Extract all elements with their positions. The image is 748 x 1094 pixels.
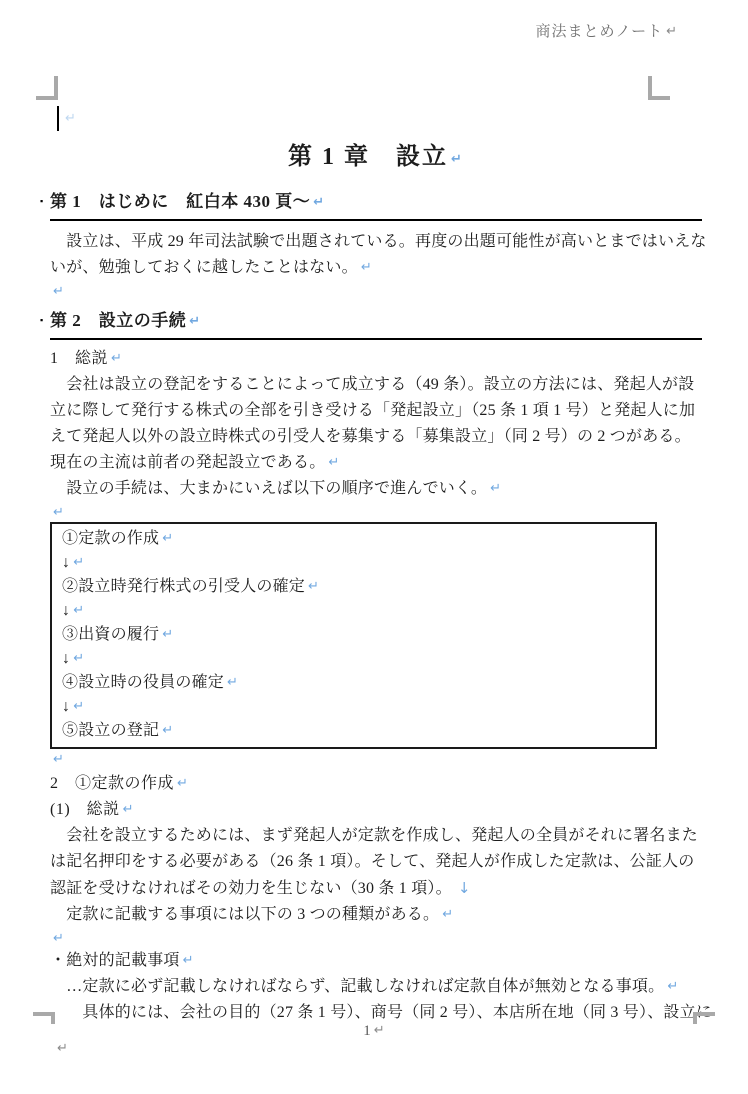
paragraph-mark-icon: ↵: [73, 651, 85, 666]
body-line: 会社は設立の登記をすることによって成立する（49 条）。設立の方法には、発起人が設: [50, 376, 695, 393]
body-line: …定款に必ず記載しなければならず、記載しなければ定款自体が無効となる事項。 ↵: [50, 978, 679, 995]
sub-heading-overview: 1 総説 ↵: [50, 350, 123, 367]
paragraph-mark-icon: ↵: [111, 351, 123, 366]
heading-bullet-icon: ▪: [40, 315, 44, 325]
paragraph-mark-icon: ↵: [373, 1023, 385, 1038]
flow-box-line: ③出資の履行 ↵: [62, 626, 174, 643]
empty-line: [50, 749, 702, 771]
text-cursor-caret: [57, 106, 59, 131]
paragraph-mark-icon: ↵: [227, 675, 239, 690]
paragraph-mark-icon: ↵: [177, 776, 189, 791]
header-text: 商法まとめノート: [535, 24, 664, 40]
body-line: いが、勉強しておくに越したことはない。 ↵: [50, 259, 372, 276]
paragraph-mark-icon: ↵: [57, 1041, 68, 1056]
body-line: 認証を受けなければその効力を生じない（30 条 1 項）。 ↓: [50, 879, 471, 897]
paragraph-mark-icon: ↵: [65, 111, 76, 126]
flow-box-arrow: ↓ ↵: [62, 698, 85, 715]
line-break-mark-icon: ↓: [457, 879, 471, 897]
paragraph-mark-icon: ↵: [162, 627, 174, 642]
paragraph-mark-icon: ↵: [442, 907, 454, 922]
body-line: 設立は、平成 29 年司法試験で出題されている。再度の出題可能性が高いとまではいえな: [50, 233, 707, 250]
body-line: 立に際して発行する株式の全部を引き受ける「発起設立」（25 条 1 項 1 号）と発起人に加: [50, 402, 696, 419]
body-line: えて発起人以外の設立時株式の引受人を募集する「募集設立」（同 2 号）の 2 つがある。: [50, 428, 691, 445]
paragraph-mark-icon: ↵: [73, 555, 85, 570]
paragraph-mark-icon: ↵: [667, 979, 679, 994]
flow-box-arrow: ↓ ↵: [62, 554, 85, 571]
section-heading-1: ▪ 第 1 はじめに 紅白本 430 頁～ ↵: [50, 190, 702, 221]
incorporation-steps-box: [50, 522, 657, 749]
section-heading-2: ▪ 第 2 設立の手続 ↵: [50, 309, 702, 340]
paragraph-mark-icon: ↵: [162, 531, 174, 546]
empty-line: [50, 928, 702, 948]
paragraph-mark-icon: ↵: [313, 195, 325, 210]
crop-mark-top-right-icon: [648, 76, 670, 100]
flow-box-line: ②設立時発行株式の引受人の確定 ↵: [62, 578, 320, 595]
paragraph-mark-icon: ↵: [73, 603, 85, 618]
paragraph-mark-icon: ↵: [189, 314, 201, 329]
paragraph-mark-icon: ↵: [53, 284, 64, 299]
page-number: 1 ↵: [363, 1023, 385, 1039]
paragraph-mark-icon: ↵: [666, 24, 678, 39]
paragraph-mark-icon: ↵: [490, 481, 502, 496]
body-line: 具体的には、会社の目的（27 条 1 号）、商号（同 2 号）、本店所在地（同 3 号）、設立に: [50, 1004, 713, 1021]
paragraph-mark-icon: ↵: [122, 802, 135, 817]
body-line: 定款に記載する事項には以下の 3 つの種類がある。 ↵: [50, 906, 454, 923]
heading-bullet-icon: ▪: [40, 196, 44, 206]
paragraph-mark-icon: ↵: [182, 953, 194, 968]
chapter-title: 第 1 章 設立 ↵: [288, 144, 464, 170]
empty-line: [50, 502, 702, 522]
paragraph-mark-icon: ↵: [360, 260, 372, 275]
paragraph-mark-icon: ↵: [53, 752, 64, 767]
flow-box-line: ①定款の作成 ↵: [62, 530, 174, 547]
body-line: 現在の主流は前者の発起設立である。 ↵: [50, 454, 340, 471]
body-line: は記名押印をする必要がある（26 条 1 項）。そして、発起人が作成した定款は、公証人の: [50, 853, 695, 870]
flow-box-arrow: ↓ ↵: [62, 650, 85, 667]
flow-box-line: ⑤設立の登記 ↵: [62, 722, 174, 739]
body-line: 設立の手続は、大まかにいえば以下の順序で進んでいく。 ↵: [50, 480, 502, 497]
crop-mark-top-left-icon: [36, 76, 58, 100]
bullet-item-line: ・絶対的記載事項 ↵: [50, 952, 194, 969]
paragraph-mark-icon: ↵: [53, 931, 64, 946]
paragraph-mark-icon: ↵: [451, 152, 464, 167]
body-line: 会社を設立するためには、まず発起人が定款を作成し、発起人の全員がそれに署名また: [50, 827, 699, 844]
sub-heading-articles: 2 ①定款の作成 ↵: [50, 775, 189, 792]
paragraph-mark-icon: ↵: [308, 579, 320, 594]
flow-box-line: ④設立時の役員の確定 ↵: [62, 674, 239, 691]
empty-line: [50, 281, 702, 303]
paragraph-mark-icon: ↵: [73, 699, 85, 714]
page-header: [536, 20, 678, 41]
paragraph-mark-icon: ↵: [162, 723, 174, 738]
flow-box-arrow: ↓ ↵: [62, 602, 85, 619]
sub-heading-general: (1) 総説 ↵: [50, 801, 135, 818]
paragraph-mark-icon: ↵: [328, 455, 340, 470]
paragraph-mark-icon: ↵: [53, 505, 64, 520]
